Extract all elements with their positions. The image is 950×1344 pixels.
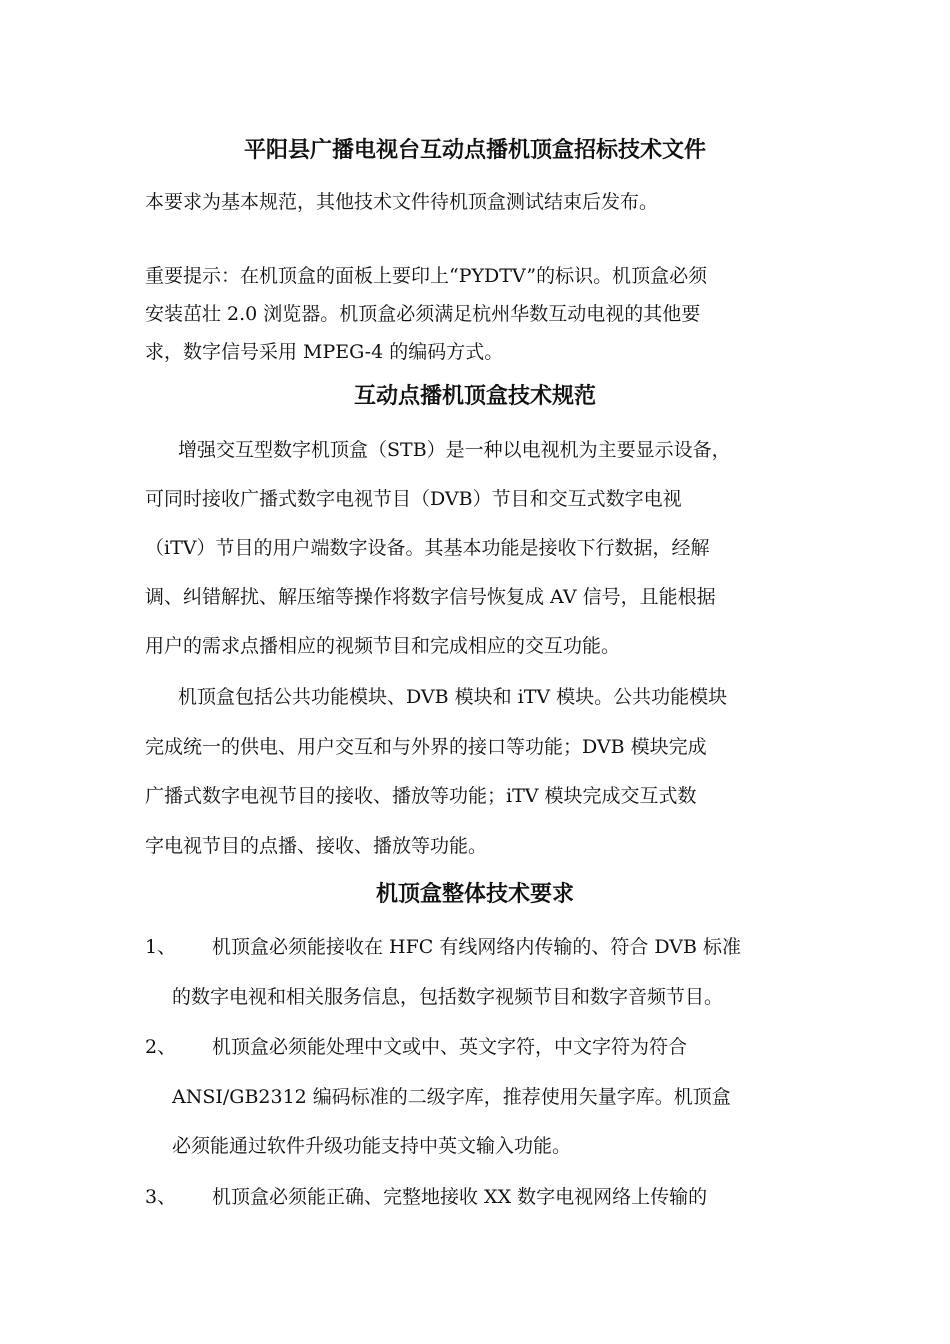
- list-item-line: 必须能通过软件升级功能支持中英文输入功能。: [172, 1135, 572, 1157]
- paragraph-line: 机顶盒包括公共功能模块、DVB 模块和 iTV 模块。公共功能模块: [178, 686, 728, 708]
- section-heading-requirements: 机顶盒整体技术要求: [375, 882, 574, 907]
- paragraph-line: 用户的需求点播相应的视频节目和完成相应的交互功能。: [145, 635, 621, 657]
- section-heading-stb-spec: 互动点播机顶盒技术规范: [353, 384, 596, 409]
- paragraph-line: 字电视节目的点播、接收、播放等功能。: [145, 835, 488, 857]
- notice-line: 求，数字信号采用 MPEG-4 的编码方式。: [145, 341, 504, 363]
- list-item-number: 2、: [145, 1036, 177, 1058]
- list-item-line: 的数字电视和相关服务信息，包括数字视频节目和数字音频节目。: [172, 986, 724, 1008]
- paragraph-line: 广播式数字电视节目的接收、播放等功能；iTV 模块完成交互式数: [145, 785, 697, 807]
- paragraph-line: 增强交互型数字机顶盒（STB）是一种以电视机为主要显示设备，: [178, 439, 731, 461]
- paragraph-line: 完成统一的供电、用户交互和与外界的接口等功能；DVB 模块完成: [145, 736, 707, 758]
- list-item-line: ANSI/GB2312 编码标准的二级字库，推荐使用矢量字库。机顶盒: [172, 1086, 731, 1108]
- list-item-line: 机顶盒必须能处理中文或中、英文字符，中文字符为符合: [212, 1036, 688, 1058]
- document-title: 平阳县广播电视台互动点播机顶盒招标技术文件: [243, 138, 706, 163]
- notice-line: 重要提示：在机顶盒的面板上要印上“PYDTV”的标识。机顶盒必须: [145, 265, 708, 287]
- list-item-number: 1、: [145, 936, 177, 958]
- paragraph-line: 调、纠错解扰、解压缩等操作将数字信号恢复成 AV 信号，且能根据: [145, 586, 716, 608]
- list-item-number: 3、: [145, 1186, 177, 1208]
- paragraph-line: （iTV）节目的用户端数字设备。其基本功能是接收下行数据，经解: [145, 537, 710, 559]
- list-item-line: 机顶盒必须能接收在 HFC 有线网络内传输的、符合 DVB 标准: [212, 936, 742, 958]
- intro-text: 本要求为基本规范，其他技术文件待机顶盒测试结束后发布。: [145, 191, 659, 213]
- list-item-line: 机顶盒必须能正确、完整地接收 XX 数字电视网络上传输的: [212, 1186, 708, 1208]
- paragraph-line: 可同时接收广播式数字电视节目（DVB）节目和交互式数字电视: [145, 488, 682, 510]
- notice-line: 安装茁壮 2.0 浏览器。机顶盒必须满足杭州华数互动电视的其他要: [145, 303, 701, 325]
